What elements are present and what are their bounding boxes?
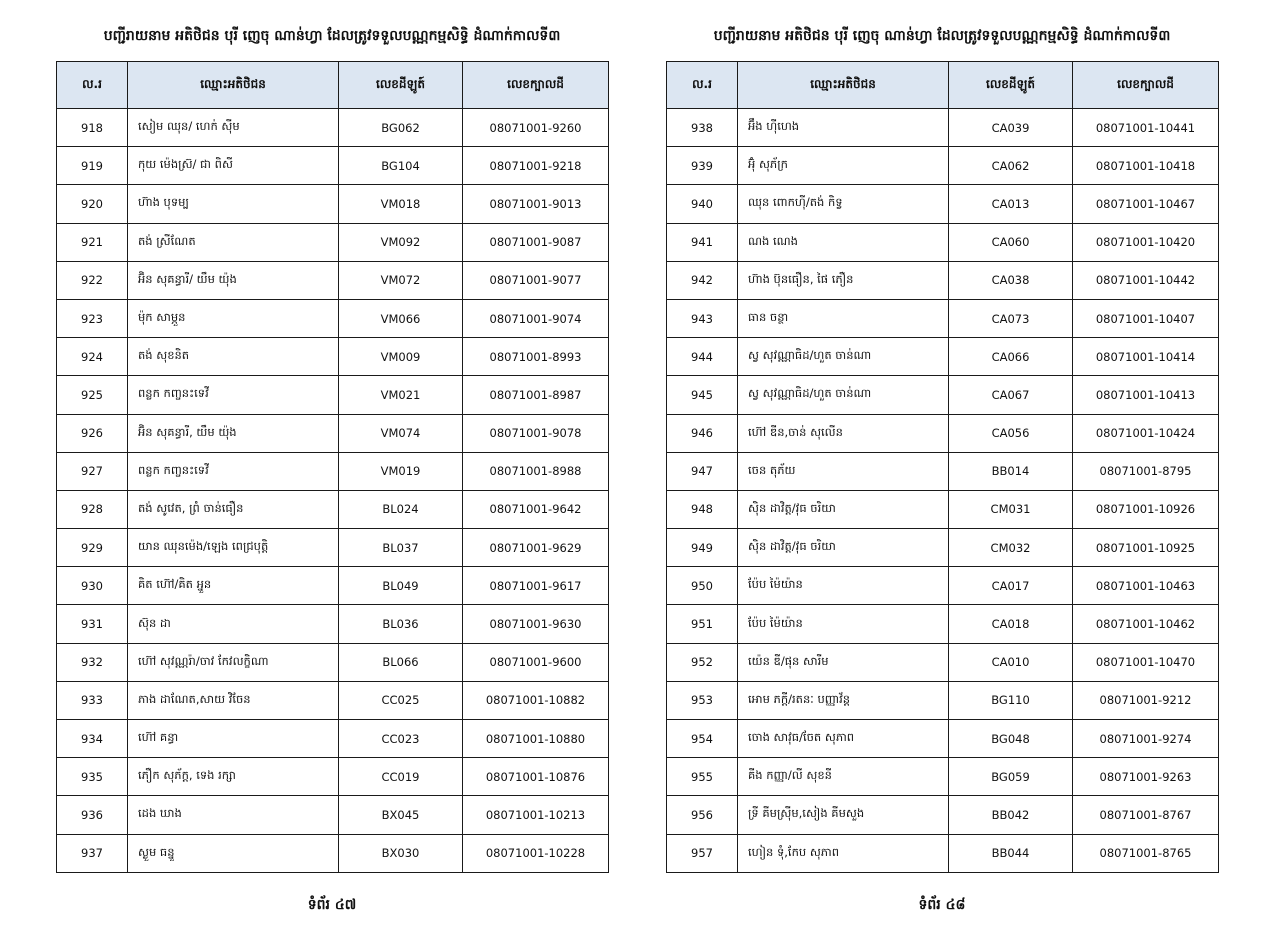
customer-name: អ៊ុំ សុភ័ក្រ xyxy=(738,147,949,185)
table-row xyxy=(57,223,609,261)
row-number: 944 xyxy=(667,338,738,376)
parcel-number: 08071001-10418 xyxy=(1073,147,1219,185)
table-row xyxy=(667,681,1219,719)
row-number: 940 xyxy=(667,185,738,223)
customer-name: ស្វ សុវណ្ណាធិដ/ហួត ចាន់ណា xyxy=(738,376,949,414)
table-row xyxy=(57,185,609,223)
customer-name: ពន្លក កញ្ចនះទេវី xyxy=(128,452,339,490)
parcel-number: 08071001-8988 xyxy=(463,452,609,490)
row-number: 927 xyxy=(57,452,128,490)
customer-table xyxy=(666,61,1219,873)
parcel-number: 08071001-9218 xyxy=(463,147,609,185)
row-number: 938 xyxy=(667,109,738,147)
parcel-number: 08071001-10463 xyxy=(1073,567,1219,605)
row-number: 957 xyxy=(667,834,738,872)
lot-number: CC019 xyxy=(339,758,463,796)
table-row xyxy=(57,643,609,681)
header-number: ល.រ xyxy=(57,62,128,109)
table-row xyxy=(57,490,609,528)
lot-number: CM032 xyxy=(949,529,1073,567)
table-body xyxy=(667,109,1219,873)
customer-name: ទ្រី គីមស្រ៊ីម,សៀង គីមសួង xyxy=(738,796,949,834)
lot-number: CA066 xyxy=(949,338,1073,376)
table-row xyxy=(667,185,1219,223)
customer-name: គីង កញ្ញា/លី សុខនី xyxy=(738,758,949,796)
customer-name: អ៊ិន សុគន្ធារី, យឹម យ៉ុង xyxy=(128,414,339,452)
lot-number: VM009 xyxy=(339,338,463,376)
parcel-number: 08071001-10420 xyxy=(1073,223,1219,261)
parcel-number: 08071001-9013 xyxy=(463,185,609,223)
row-number: 952 xyxy=(667,643,738,681)
row-number: 956 xyxy=(667,796,738,834)
lot-number: CA062 xyxy=(949,147,1073,185)
table-row xyxy=(667,452,1219,490)
customer-name: ស៊ិន ដាវិត្ត/វុធ ចរិយា xyxy=(738,490,949,528)
row-number: 930 xyxy=(57,567,128,605)
lot-number: BG062 xyxy=(339,109,463,147)
table-row xyxy=(667,796,1219,834)
customer-name: ឈុន ពោកហ៊ី/តង់ កិទ្វ xyxy=(738,185,949,223)
parcel-number: 08071001-10424 xyxy=(1073,414,1219,452)
lot-number: CA013 xyxy=(949,185,1073,223)
parcel-number: 08071001-9617 xyxy=(463,567,609,605)
customer-name: តង់ ស្រីណែត xyxy=(128,223,339,261)
table-row xyxy=(667,223,1219,261)
row-number: 954 xyxy=(667,720,738,758)
parcel-number: 08071001-10413 xyxy=(1073,376,1219,414)
header-lot-number: លេខដីឡូត៍ xyxy=(949,62,1073,109)
parcel-number: 08071001-8767 xyxy=(1073,796,1219,834)
row-number: 947 xyxy=(667,452,738,490)
lot-number: BL066 xyxy=(339,643,463,681)
customer-name: គិត ហ៊ៅ/គិត អ្នួន xyxy=(128,567,339,605)
customer-name: យ៉េន ឌី/ផុន សារីម xyxy=(738,643,949,681)
row-number: 918 xyxy=(57,109,128,147)
lot-number: VM019 xyxy=(339,452,463,490)
table-row xyxy=(57,299,609,337)
customer-name: ភឿក សុភ័ក្ត, ទេង រក្សា xyxy=(128,758,339,796)
customer-name: ចោង សាវុធ/ចែត សុភាព xyxy=(738,720,949,758)
table-row xyxy=(57,681,609,719)
lot-number: CA067 xyxy=(949,376,1073,414)
row-number: 934 xyxy=(57,720,128,758)
lot-number: BG104 xyxy=(339,147,463,185)
row-number: 924 xyxy=(57,338,128,376)
row-number: 926 xyxy=(57,414,128,452)
parcel-number: 08071001-9629 xyxy=(463,529,609,567)
row-number: 922 xyxy=(57,261,128,299)
table-row xyxy=(57,720,609,758)
table-body xyxy=(57,109,609,873)
lot-number: CA018 xyxy=(949,605,1073,643)
table-row xyxy=(667,147,1219,185)
header-lot-number: លេខដីឡូត៍ xyxy=(339,62,463,109)
header-customer-name: ឈ្មោះអតិថិជន xyxy=(128,62,339,109)
lot-number: CA073 xyxy=(949,299,1073,337)
parcel-number: 08071001-9212 xyxy=(1073,681,1219,719)
customer-name: ណង ណេង xyxy=(738,223,949,261)
parcel-number: 08071001-8795 xyxy=(1073,452,1219,490)
customer-name: យាន ឈុនម៉េង/ឡេង ពេជ្របុត្តិ xyxy=(128,529,339,567)
table-row xyxy=(667,529,1219,567)
customer-name: ហ៊ាង ប៊ុនធឿន, ផៃ ភឿន xyxy=(738,261,949,299)
row-number: 935 xyxy=(57,758,128,796)
row-number: 921 xyxy=(57,223,128,261)
table-row xyxy=(667,299,1219,337)
row-number: 948 xyxy=(667,490,738,528)
table-row xyxy=(57,834,609,872)
parcel-number: 08071001-10228 xyxy=(463,834,609,872)
lot-number: VM066 xyxy=(339,299,463,337)
row-number: 945 xyxy=(667,376,738,414)
parcel-number: 08071001-10876 xyxy=(463,758,609,796)
table-row xyxy=(667,490,1219,528)
parcel-number: 08071001-8993 xyxy=(463,338,609,376)
lot-number: CA060 xyxy=(949,223,1073,261)
row-number: 937 xyxy=(57,834,128,872)
table-row xyxy=(667,834,1219,872)
row-number: 919 xyxy=(57,147,128,185)
lot-number: BX045 xyxy=(339,796,463,834)
customer-name: តង់ សុខនិត xyxy=(128,338,339,376)
table-row xyxy=(57,605,609,643)
customer-name: ភាង ដាណែត,សាយ វិចែន xyxy=(128,681,339,719)
table-row xyxy=(57,109,609,147)
lot-number: BB014 xyxy=(949,452,1073,490)
customer-name: ហ៊ៅ គន្ធា xyxy=(128,720,339,758)
parcel-number: 08071001-9263 xyxy=(1073,758,1219,796)
customer-name: ស៊ុន ដា xyxy=(128,605,339,643)
parcel-number: 08071001-10882 xyxy=(463,681,609,719)
table-row xyxy=(57,529,609,567)
header-number: ល.រ xyxy=(667,62,738,109)
customer-name: ប៉ែប ម៉ៃយ៉ាន xyxy=(738,605,949,643)
customer-name: ហៀន ទុំ,កែប សុភាព xyxy=(738,834,949,872)
parcel-number: 08071001-8987 xyxy=(463,376,609,414)
customer-name: អោម ភក្ដី/រតនៈ បញ្ញាវ័ន្ត xyxy=(738,681,949,719)
header-customer-name: ឈ្មោះអតិថិជន xyxy=(738,62,949,109)
lot-number: VM092 xyxy=(339,223,463,261)
parcel-number: 08071001-10462 xyxy=(1073,605,1219,643)
row-number: 931 xyxy=(57,605,128,643)
page-title: បញ្ជីរាយនាម អតិថិជន បុរី ញេចុ ណាន់ហ្វា ដែលត្រូវទទួលបណ្ណកម្មសិទ្ធិ ដំណាក់កាលទី៣ xyxy=(713,28,1171,44)
lot-number: VM021 xyxy=(339,376,463,414)
row-number: 955 xyxy=(667,758,738,796)
customer-name: តង់ សូវេត, ព្រំ ចាន់ធឿន xyxy=(128,490,339,528)
table-row xyxy=(57,758,609,796)
parcel-number: 08071001-10880 xyxy=(463,720,609,758)
lot-number: CM031 xyxy=(949,490,1073,528)
row-number: 932 xyxy=(57,643,128,681)
page-number: ទំព័រ ៤៨ xyxy=(918,897,966,913)
page-number: ទំព័រ ៤៧ xyxy=(307,897,357,913)
row-number: 946 xyxy=(667,414,738,452)
customer-name: ម៉ុក សាម្ភួន xyxy=(128,299,339,337)
customer-name: កុយ ម៉េងស្រ៊/ ជា ពិសី xyxy=(128,147,339,185)
lot-number: BB042 xyxy=(949,796,1073,834)
table-row xyxy=(667,261,1219,299)
table-row xyxy=(667,414,1219,452)
table-row xyxy=(57,414,609,452)
parcel-number: 08071001-10407 xyxy=(1073,299,1219,337)
row-number: 920 xyxy=(57,185,128,223)
parcel-number: 08071001-9630 xyxy=(463,605,609,643)
parcel-number: 08071001-10470 xyxy=(1073,643,1219,681)
lot-number: BG110 xyxy=(949,681,1073,719)
table-row xyxy=(667,720,1219,758)
row-number: 949 xyxy=(667,529,738,567)
lot-number: CA056 xyxy=(949,414,1073,452)
lot-number: BL024 xyxy=(339,490,463,528)
customer-name: អ៊ឹង ហ៊ីហេង xyxy=(738,109,949,147)
table-row xyxy=(57,147,609,185)
row-number: 936 xyxy=(57,796,128,834)
row-number: 929 xyxy=(57,529,128,567)
table-row xyxy=(57,261,609,299)
lot-number: VM072 xyxy=(339,261,463,299)
table-row xyxy=(667,605,1219,643)
customer-name: ប៉ែប ម៉ៃយ៉ាន xyxy=(738,567,949,605)
customer-name: ដេង ឃាង xyxy=(128,796,339,834)
lot-number: BX030 xyxy=(339,834,463,872)
parcel-number: 08071001-8765 xyxy=(1073,834,1219,872)
page-title: បញ្ជីរាយនាម អតិថិជន បុរី ញេចុ ណាន់ហ្វា ដែលត្រូវទទួលបណ្ណកម្មសិទ្ធិ ដំណាក់កាលទី៣ xyxy=(103,28,561,44)
customer-name: ហ៊ៅ សុវណ្ណរ៉ា/ចាវ កែវលក្ខិណា xyxy=(128,643,339,681)
parcel-number: 08071001-10441 xyxy=(1073,109,1219,147)
lot-number: CA010 xyxy=(949,643,1073,681)
customer-name: ស្វ សុវណ្ណាធិដ/ហួត ចាន់ណា xyxy=(738,338,949,376)
table-row xyxy=(667,758,1219,796)
table-row xyxy=(57,796,609,834)
customer-name: ស្ងួម ធន្នួ xyxy=(128,834,339,872)
parcel-number: 08071001-10213 xyxy=(463,796,609,834)
lot-number: VM018 xyxy=(339,185,463,223)
customer-name: ពន្លក កញ្ចនះទេវី xyxy=(128,376,339,414)
header-parcel-number: លេខក្បាលដី xyxy=(1073,62,1219,109)
parcel-number: 08071001-9274 xyxy=(1073,720,1219,758)
parcel-number: 08071001-9077 xyxy=(463,261,609,299)
lot-number: VM074 xyxy=(339,414,463,452)
customer-name: អ៊ិន សុគន្ធារី/ យឹម យ៉ុង xyxy=(128,261,339,299)
lot-number: CA038 xyxy=(949,261,1073,299)
customer-name: ស៊ិន ដាវិត្ត/វុធ ចរិយា xyxy=(738,529,949,567)
table-row xyxy=(667,567,1219,605)
lot-number: CA039 xyxy=(949,109,1073,147)
lot-number: BL049 xyxy=(339,567,463,605)
row-number: 933 xyxy=(57,681,128,719)
header-parcel-number: លេខក្បាលដី xyxy=(463,62,609,109)
row-number: 928 xyxy=(57,490,128,528)
parcel-number: 08071001-9074 xyxy=(463,299,609,337)
parcel-number: 08071001-10442 xyxy=(1073,261,1219,299)
customer-name: ហ៊ៅ ឌីន,ចាន់ សុលើន xyxy=(738,414,949,452)
customer-name: សៀម ឈុន/ ហេក់ ស៊ីម xyxy=(128,109,339,147)
parcel-number: 08071001-9260 xyxy=(463,109,609,147)
row-number: 951 xyxy=(667,605,738,643)
lot-number: BL037 xyxy=(339,529,463,567)
row-number: 941 xyxy=(667,223,738,261)
table-header-row xyxy=(57,62,609,109)
row-number: 950 xyxy=(667,567,738,605)
table-row xyxy=(667,643,1219,681)
parcel-number: 08071001-10467 xyxy=(1073,185,1219,223)
parcel-number: 08071001-9078 xyxy=(463,414,609,452)
row-number: 939 xyxy=(667,147,738,185)
table-row xyxy=(57,338,609,376)
lot-number: CC025 xyxy=(339,681,463,719)
parcel-number: 08071001-10926 xyxy=(1073,490,1219,528)
table-row xyxy=(667,338,1219,376)
row-number: 943 xyxy=(667,299,738,337)
row-number: 942 xyxy=(667,261,738,299)
customer-table xyxy=(56,61,609,873)
customer-name: ធាន ចន្ថា xyxy=(738,299,949,337)
parcel-number: 08071001-10925 xyxy=(1073,529,1219,567)
parcel-number: 08071001-9087 xyxy=(463,223,609,261)
lot-number: BB044 xyxy=(949,834,1073,872)
row-number: 923 xyxy=(57,299,128,337)
parcel-number: 08071001-9642 xyxy=(463,490,609,528)
lot-number: BL036 xyxy=(339,605,463,643)
table-row xyxy=(57,452,609,490)
lot-number: BG059 xyxy=(949,758,1073,796)
lot-number: BG048 xyxy=(949,720,1073,758)
customer-name: ចេន តុភ័យ xyxy=(738,452,949,490)
table-row xyxy=(57,376,609,414)
customer-name: ហ៊ាង បុទម្ប xyxy=(128,185,339,223)
table-header-row xyxy=(667,62,1219,109)
lot-number: CC023 xyxy=(339,720,463,758)
row-number: 953 xyxy=(667,681,738,719)
parcel-number: 08071001-9600 xyxy=(463,643,609,681)
table-row xyxy=(667,109,1219,147)
lot-number: CA017 xyxy=(949,567,1073,605)
row-number: 925 xyxy=(57,376,128,414)
table-row xyxy=(57,567,609,605)
parcel-number: 08071001-10414 xyxy=(1073,338,1219,376)
table-row xyxy=(667,376,1219,414)
